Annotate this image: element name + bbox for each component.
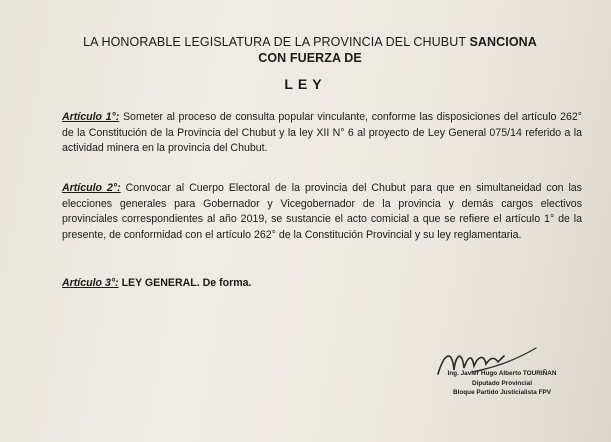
legislature-name: LA HONORABLE LEGISLATURA DE LA PROVINCIA DEL CHUBUT: [83, 35, 466, 49]
article-2: [62, 181, 582, 243]
article-3-text: LEY GENERAL. De forma.: [121, 277, 252, 289]
signature-block: [412, 344, 592, 414]
article-3-title: Artículo 3°:: [62, 277, 119, 289]
signer-party: Bloque Partido Justicialista FPV: [452, 389, 551, 396]
document-header: [50, 34, 570, 66]
header-line-2: CON FUERZA DE: [258, 51, 362, 65]
ley-title: LEY: [284, 76, 327, 92]
article-1-title: Artículo 1°:: [62, 111, 120, 123]
sanciona-word: SANCIONA: [469, 35, 537, 49]
article-1: [62, 110, 582, 157]
header-line-1: [50, 34, 570, 50]
article-2-title: Artículo 2°:: [62, 182, 121, 194]
signer-role: Diputado Provincial: [471, 380, 532, 387]
signer-name: Ing. Javier Hugo Alberto TOURIÑAN: [447, 370, 557, 377]
article-1-text: Someter al proceso de consulta popular vinculante, conforme las disposiciones del artículo 262° de la Constitución de la Provincia del Chubut y la ley XII N° 6 al proyecto de Ley General 075/14 referido a la actividad minera en la provincia del Chubut.: [62, 111, 583, 154]
article-2-text: Convocar al Cuerpo Electoral de la provincia del Chubut para que en simultaneidad con las elecciones generales para Gobernador y Vicegobernador de la provincia y demás cargos electivos provinciales correspondientes al año 2019, se sustancie el acto comicial a que se refiere el artículo 1° de la presente, de conformidad con el artículo 262° de la Constitución Provincial y su ley reglamentaria.: [62, 182, 582, 241]
article-3: [62, 276, 582, 292]
